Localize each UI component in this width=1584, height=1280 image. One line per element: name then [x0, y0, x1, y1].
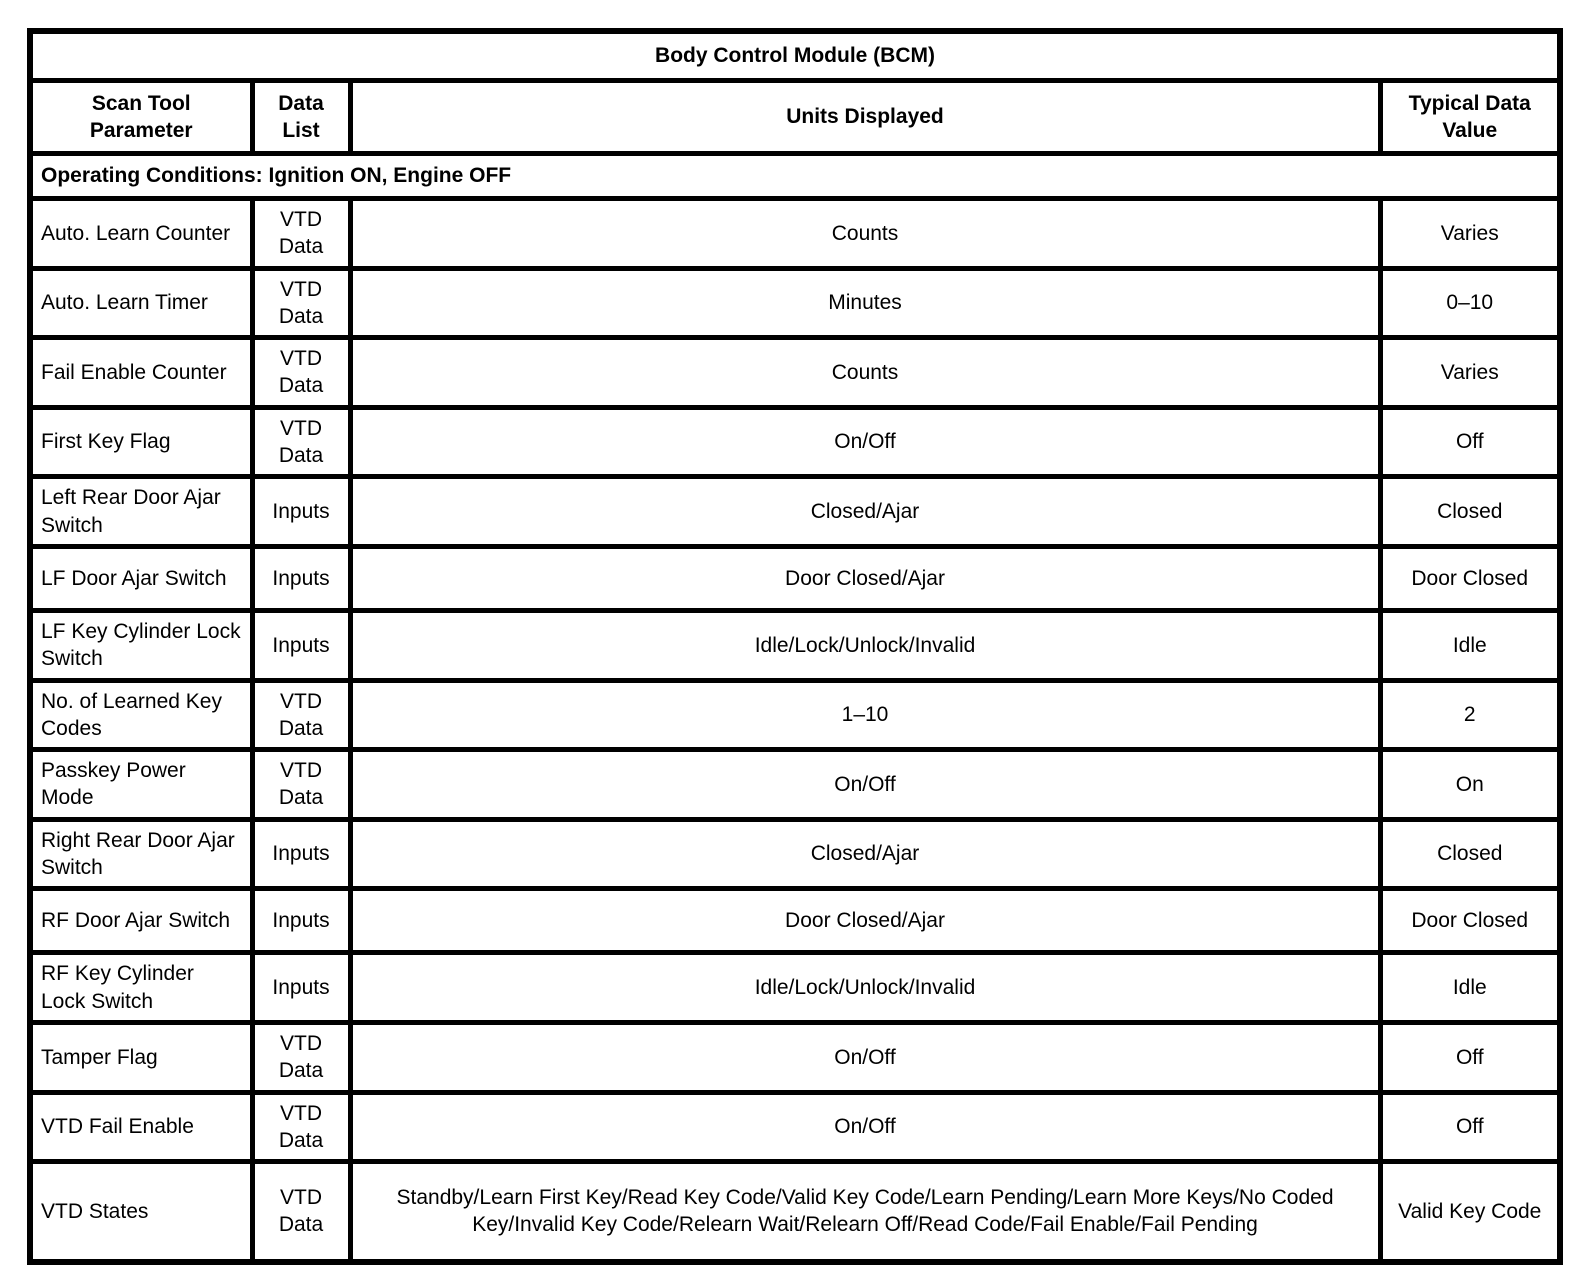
units-cell: Door Closed/Ajar — [350, 889, 1380, 953]
data-list-cell: VTD Data — [252, 750, 350, 820]
table-header-row — [30, 81, 1560, 154]
table-title-row — [30, 31, 1560, 81]
units-cell: Counts — [350, 338, 1380, 408]
operating-conditions-row — [30, 154, 1560, 199]
param-cell: LF Key Cylinder Lock Switch — [30, 610, 252, 680]
table-title: Body Control Module (BCM) — [30, 31, 1560, 81]
data-list-cell: VTD Data — [252, 338, 350, 408]
data-list-cell: VTD Data — [252, 1162, 350, 1262]
param-cell: Left Rear Door Ajar Switch — [30, 477, 252, 547]
value-cell: Valid Key Code — [1380, 1162, 1560, 1262]
value-cell: 0–10 — [1380, 268, 1560, 338]
value-cell: Door Closed — [1380, 546, 1560, 610]
column-header-typical-data-value: Typical Data Value — [1380, 81, 1560, 154]
param-cell: VTD Fail Enable — [30, 1092, 252, 1162]
data-list-cell: Inputs — [252, 953, 350, 1023]
value-cell: Idle — [1380, 610, 1560, 680]
bcm-data-table — [27, 28, 1563, 1265]
value-cell: Off — [1380, 1022, 1560, 1092]
param-cell: RF Key Cylinder Lock Switch — [30, 953, 252, 1023]
table-row — [30, 1162, 1560, 1262]
units-cell: Minutes — [350, 268, 1380, 338]
table-row — [30, 953, 1560, 1023]
table-row — [30, 750, 1560, 820]
units-cell: On/Off — [350, 750, 1380, 820]
data-list-cell: Inputs — [252, 477, 350, 547]
units-cell: Counts — [350, 199, 1380, 269]
value-cell: 2 — [1380, 680, 1560, 750]
data-list-cell: VTD Data — [252, 199, 350, 269]
param-cell: LF Door Ajar Switch — [30, 546, 252, 610]
value-cell: Door Closed — [1380, 889, 1560, 953]
param-cell: RF Door Ajar Switch — [30, 889, 252, 953]
data-list-cell: Inputs — [252, 610, 350, 680]
param-cell: First Key Flag — [30, 407, 252, 477]
table-row — [30, 680, 1560, 750]
data-list-cell: VTD Data — [252, 407, 350, 477]
table-row — [30, 546, 1560, 610]
table-row — [30, 199, 1560, 269]
data-list-cell: Inputs — [252, 546, 350, 610]
table-row — [30, 1092, 1560, 1162]
value-cell: Off — [1380, 1092, 1560, 1162]
table-row — [30, 889, 1560, 953]
column-header-scan-tool-parameter: Scan Tool Parameter — [30, 81, 252, 154]
param-cell: Auto. Learn Counter — [30, 199, 252, 269]
column-header-units-displayed: Units Displayed — [350, 81, 1380, 154]
data-list-cell: VTD Data — [252, 1092, 350, 1162]
table-row — [30, 268, 1560, 338]
table-row — [30, 338, 1560, 408]
data-list-cell: VTD Data — [252, 680, 350, 750]
units-cell: Door Closed/Ajar — [350, 546, 1380, 610]
column-header-data-list: Data List — [252, 81, 350, 154]
units-cell: On/Off — [350, 1092, 1380, 1162]
units-cell: On/Off — [350, 1022, 1380, 1092]
value-cell: Off — [1380, 407, 1560, 477]
value-cell: Idle — [1380, 953, 1560, 1023]
units-cell: 1–10 — [350, 680, 1380, 750]
param-cell: Right Rear Door Ajar Switch — [30, 819, 252, 889]
value-cell: On — [1380, 750, 1560, 820]
data-list-cell: Inputs — [252, 819, 350, 889]
value-cell: Closed — [1380, 819, 1560, 889]
value-cell: Varies — [1380, 199, 1560, 269]
table-row — [30, 1022, 1560, 1092]
data-list-cell: VTD Data — [252, 1022, 350, 1092]
value-cell: Varies — [1380, 338, 1560, 408]
table-row — [30, 610, 1560, 680]
units-cell: Idle/Lock/Unlock/Invalid — [350, 953, 1380, 1023]
param-cell: No. of Learned Key Codes — [30, 680, 252, 750]
data-list-cell: VTD Data — [252, 268, 350, 338]
table-row — [30, 819, 1560, 889]
param-cell: VTD States — [30, 1162, 252, 1262]
param-cell: Auto. Learn Timer — [30, 268, 252, 338]
param-cell: Passkey Power Mode — [30, 750, 252, 820]
units-cell: Closed/Ajar — [350, 819, 1380, 889]
value-cell: Closed — [1380, 477, 1560, 547]
param-cell: Fail Enable Counter — [30, 338, 252, 408]
data-list-cell: Inputs — [252, 889, 350, 953]
operating-conditions: Operating Conditions: Ignition ON, Engine OFF — [30, 154, 1560, 199]
units-cell: Standby/Learn First Key/Read Key Code/Valid Key Code/Learn Pending/Learn More Keys/No Coded Key/Invalid Key Code/Relearn Wait/Relearn Off/Read Code/Fail Enable/Fail Pending — [350, 1162, 1380, 1262]
units-cell: On/Off — [350, 407, 1380, 477]
table-row — [30, 407, 1560, 477]
param-cell: Tamper Flag — [30, 1022, 252, 1092]
units-cell: Closed/Ajar — [350, 477, 1380, 547]
table-row — [30, 477, 1560, 547]
units-cell: Idle/Lock/Unlock/Invalid — [350, 610, 1380, 680]
